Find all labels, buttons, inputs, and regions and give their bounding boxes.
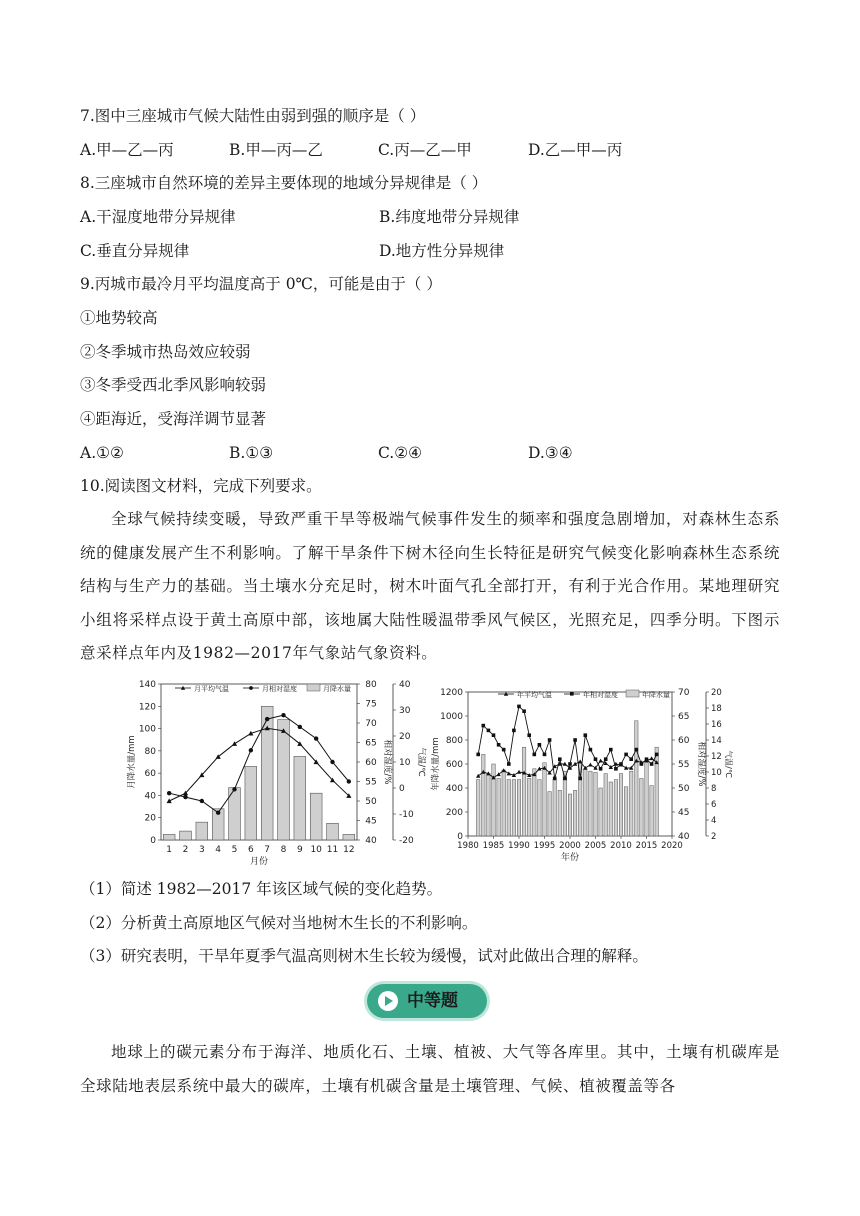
y2-tick-label: 65	[678, 712, 690, 722]
humidity-point	[640, 762, 644, 766]
y3-tick-label: 10	[711, 768, 722, 778]
precipitation-bar	[245, 766, 257, 840]
x-tick-label: 9	[296, 845, 303, 855]
precipitation-bar	[533, 769, 536, 836]
humidity-point	[522, 709, 526, 713]
x-tick-label: 1995	[533, 841, 556, 851]
humidity-point	[265, 717, 269, 721]
y3-axis-label: 气温/℃	[724, 750, 733, 778]
y2-tick-label: 50	[678, 784, 690, 794]
precipitation-bar	[594, 772, 597, 836]
humidity-point	[502, 748, 506, 752]
y3-tick-label: 30	[399, 706, 411, 716]
x-tick-label: 10	[310, 845, 322, 855]
q10-subquestion-1: （1）简述 1982—2017 年该区域气候的变化趋势。	[80, 880, 443, 898]
humidity-point	[629, 757, 633, 761]
temperature-point	[649, 756, 653, 760]
y-tick-label: 0	[457, 832, 463, 842]
temperature-point	[232, 741, 237, 746]
humidity-point	[563, 777, 567, 781]
y2-tick-label: 50	[365, 797, 377, 807]
humidity-point	[167, 791, 171, 795]
y3-tick-label: 0	[399, 784, 405, 794]
humidity-point	[619, 762, 623, 766]
precipitation-bar	[599, 788, 602, 836]
y3-tick-label: 40	[399, 680, 411, 690]
humidity-point	[614, 767, 618, 771]
y2-tick-label: 55	[678, 760, 690, 770]
legend-label: 年相对湿度	[583, 691, 618, 699]
precipitation-bar	[507, 780, 510, 836]
y-axis-label: 月降水量/mm	[127, 735, 137, 789]
q10-material-paragraph: 全球气候持续变暖，导致严重干旱等极端气候事件发生的频率和强度急剧增加，对森林生态系统的健康发展产生不利影响。了解干旱条件下树木径向生长特征是研究气候变化影响森林生态系统结构与生产力的基础。当土壤水分充足时，树木叶面气孔全部打开，有利于光合作用。某地理研究小组将采样点设于黄土高原中部，该地属大陆性暖温带季风气候区，光照充足，四季分明。下图示意采样点年内及1982—2017年气象站气象资料。	[80, 510, 780, 662]
q9-item-4: ④距海近，受海洋调节显著	[80, 410, 267, 428]
y-tick-label: 60	[144, 769, 156, 780]
y3-tick-label: 12	[711, 752, 722, 762]
y2-tick-label: 70	[678, 688, 690, 698]
section-badge-pill	[367, 984, 487, 1018]
humidity-point	[635, 748, 639, 752]
precipitation-bar	[310, 793, 322, 840]
y-tick-label: 400	[445, 784, 463, 794]
q8-stem: 8.三座城市自然环境的差异主要体现的地域分异规律是（ ）	[80, 174, 488, 192]
y-tick-label: 1000	[440, 712, 463, 722]
precipitation-bar	[604, 774, 607, 836]
x-tick-label: 3	[198, 845, 205, 855]
y3-tick-label: -20	[399, 836, 414, 846]
y2-tick-label: 40	[365, 836, 377, 846]
precipitation-bar	[619, 774, 622, 836]
q9-option-c: C.②④	[378, 444, 423, 462]
humidity-point	[543, 753, 547, 757]
x-tick-label: 12	[343, 845, 355, 855]
humidity-point	[578, 777, 582, 781]
humidity-point	[314, 736, 318, 740]
legend-label: 年平均气温	[517, 691, 552, 699]
y-tick-label: 800	[445, 736, 463, 746]
humidity-point	[347, 779, 351, 783]
section-badge-label: 中等题	[407, 991, 458, 1011]
temperature-point	[588, 763, 592, 767]
precipitation-bar	[635, 721, 638, 836]
q8-option-d: D.地方性分异规律	[379, 242, 505, 260]
humidity-point	[599, 767, 603, 771]
humidity-point	[594, 757, 598, 761]
q8-option-b: B.纬度地带分异规律	[379, 208, 520, 226]
x-axis-label: 月份	[249, 857, 269, 867]
precipitation-bar	[196, 822, 208, 840]
legend-label: 月相对湿度	[262, 685, 297, 693]
x-tick-label: 2010	[610, 841, 632, 851]
annual-climate-chart	[430, 682, 733, 872]
y-tick-label: 140	[138, 680, 156, 690]
temperature-point	[507, 771, 511, 775]
humidity-point	[604, 757, 608, 761]
precipitation-bar	[650, 786, 653, 836]
precipitation-bar	[548, 792, 551, 836]
precipitation-bar	[327, 823, 339, 840]
section-badge	[361, 978, 493, 1024]
humidity-point	[497, 743, 501, 747]
q7-option-c: C.丙—乙—甲	[378, 141, 472, 159]
x-axis-label: 年份	[560, 853, 580, 863]
humidity-point	[624, 753, 628, 757]
precipitation-bar	[614, 780, 617, 836]
x-tick-label: 1985	[482, 841, 505, 851]
y3-tick-label: 6	[711, 800, 717, 810]
precipitation-bar	[624, 787, 627, 836]
legend-bar-swatch	[626, 690, 639, 697]
y3-tick-label: 14	[711, 736, 722, 746]
x-tick-label: 2005	[584, 841, 607, 851]
precipitation-bar	[497, 778, 500, 836]
precipitation-bar	[487, 774, 490, 836]
precipitation-bar	[517, 780, 520, 836]
y2-tick-label: 45	[365, 816, 377, 827]
x-tick-label: 11	[326, 845, 339, 855]
x-tick-label: 4	[215, 845, 222, 855]
precipitation-bar	[180, 831, 192, 840]
humidity-point	[584, 733, 588, 737]
y3-tick-label: 2	[711, 832, 717, 842]
precipitation-bar	[629, 771, 632, 836]
temperature-point	[167, 798, 172, 803]
y-tick-label: 20	[144, 813, 156, 824]
precipitation-bar	[294, 756, 306, 840]
q10-stem: 10.阅读图文材料，完成下列要求。	[80, 477, 322, 495]
precipitation-bar	[609, 782, 612, 836]
humidity-point	[281, 713, 285, 717]
humidity-point	[512, 729, 516, 733]
y3-tick-label: 20	[711, 688, 722, 698]
x-tick-label: 7	[264, 845, 271, 855]
humidity-point	[573, 738, 577, 742]
precipitation-bar	[512, 780, 515, 836]
humidity-point	[568, 762, 572, 766]
humidity-point	[507, 762, 511, 766]
precipitation-bar	[476, 780, 479, 836]
monthly-climate-chart	[120, 676, 426, 872]
y-tick-label: 200	[445, 808, 463, 818]
precipitation-bar	[563, 771, 566, 836]
precipitation-bar	[584, 769, 587, 836]
y2-tick-label: 40	[678, 832, 690, 842]
humidity-point	[548, 738, 552, 742]
y2-tick-label: 80	[365, 680, 377, 690]
humidity-point	[249, 748, 253, 752]
humidity-point	[200, 799, 204, 803]
x-tick-label: 2015	[635, 841, 658, 851]
q9-option-a: A.①②	[80, 444, 124, 462]
precipitation-bar	[492, 764, 495, 836]
precipitation-bar	[538, 780, 541, 836]
y-tick-label: 80	[144, 746, 156, 757]
y-tick-label: 40	[144, 791, 156, 802]
q7-option-a: A.甲—乙—丙	[80, 141, 174, 159]
y3-tick-label: 20	[399, 732, 411, 742]
precipitation-bar	[553, 780, 556, 836]
legend-bar-swatch	[307, 684, 320, 691]
x-tick-label: 6	[247, 845, 254, 855]
legend-humidity-marker	[570, 692, 574, 696]
q9-option-d: D.③④	[528, 444, 573, 462]
y-tick-label: 120	[138, 702, 156, 713]
precipitation-bar	[589, 771, 592, 836]
y-tick-label: 600	[445, 760, 463, 770]
y3-tick-label: 10	[399, 758, 411, 768]
humidity-point	[655, 753, 659, 757]
precipitation-bar	[543, 763, 546, 836]
humidity-point	[533, 753, 537, 757]
x-tick-label: 2	[182, 845, 189, 855]
legend-humidity-marker	[249, 686, 253, 690]
humidity-point	[482, 724, 486, 728]
q9-stem: 9.丙城市最冷月平均温度高于 0℃，可能是由于（ ）	[80, 275, 442, 293]
humidity-point	[487, 729, 491, 733]
precipitation-bar	[558, 790, 561, 836]
humidity-point	[650, 762, 654, 766]
humidity-point	[589, 748, 593, 752]
y2-tick-label: 60	[365, 758, 377, 768]
y2-tick-label: 70	[365, 719, 377, 729]
humidity-point	[538, 743, 542, 747]
y-axis-label: 年降水量/mm	[431, 737, 441, 791]
x-tick-label: 1980	[457, 841, 479, 851]
precipitation-bar	[640, 778, 643, 836]
temperature-point	[573, 762, 577, 766]
humidity-point	[527, 733, 531, 737]
humidity-point	[183, 795, 187, 799]
temperature-line	[169, 728, 349, 801]
y3-tick-label: -10	[399, 810, 414, 820]
x-tick-label: 2020	[661, 841, 683, 851]
x-tick-label: 2000	[559, 841, 581, 851]
precipitation-bar	[278, 720, 290, 840]
q9-item-2: ②冬季城市热岛效应较弱	[80, 343, 251, 361]
q10-subquestion-3: （3）研究表明，干旱年夏季气温高则树木生长较为缓慢，试对此做出合理的解释。	[80, 947, 648, 965]
precipitation-bar	[645, 760, 648, 836]
precipitation-bar	[573, 790, 576, 836]
humidity-point	[232, 787, 236, 791]
x-tick-label: 1990	[508, 841, 530, 851]
y3-tick-label: 4	[711, 816, 717, 826]
q7-option-b: B.甲—丙—乙	[229, 141, 323, 159]
y-tick-label: 0	[150, 836, 156, 846]
y3-tick-label: 16	[711, 720, 722, 730]
y-tick-label: 1200	[440, 688, 463, 698]
q8-option-a: A.干湿度地带分异规律	[80, 208, 236, 226]
q9-item-3: ③冬季受西北季风影响较弱	[80, 376, 267, 394]
x-tick-label: 1	[166, 845, 173, 855]
humidity-point	[216, 811, 220, 815]
humidity-point	[609, 748, 613, 752]
precipitation-bar	[527, 778, 530, 836]
y2-tick-label: 65	[365, 738, 377, 749]
precipitation-bar	[343, 834, 355, 840]
precipitation-bar	[568, 794, 571, 836]
y2-tick-label: 45	[678, 808, 690, 818]
x-tick-label: 8	[280, 845, 287, 855]
q10-subquestion-2: （2）分析黄土高原地区气候对当地树木生长的不利影响。	[80, 914, 478, 932]
plot-frame	[161, 684, 357, 840]
x-tick-label: 5	[231, 845, 238, 855]
q8-option-c: C.垂直分异规律	[80, 242, 190, 260]
precipitation-bar	[502, 770, 505, 836]
humidity-point	[645, 757, 649, 761]
q9-option-b: B.①③	[229, 444, 274, 462]
closing-paragraph: 地球上的碳元素分布于海洋、地质化石、土壤、植被、大气等各库里。其中，土壤有机碳库是全球陆地表层系统中最大的碳库，土壤有机碳含量是土壤管理、气候、植被覆盖等各	[80, 1043, 780, 1095]
humidity-point	[330, 760, 334, 764]
q9-item-1: ①地势较高	[80, 309, 158, 327]
y2-tick-label: 75	[365, 699, 377, 710]
humidity-point	[476, 753, 480, 757]
precipitation-bar	[522, 747, 525, 836]
humidity-point	[492, 733, 496, 737]
y3-axis-label: 气温/℃	[416, 747, 426, 777]
humidity-point	[517, 705, 521, 709]
y3-tick-label: 8	[711, 784, 717, 794]
y2-tick-label: 55	[365, 777, 377, 788]
q7-stem: 7.图中三座城市气候大陆性由弱到强的顺序是（ ）	[80, 107, 426, 125]
y2-axis-label: 相对湿度/%	[382, 739, 392, 785]
play-triangle-icon	[385, 996, 393, 1006]
y2-tick-label: 60	[678, 736, 690, 746]
humidity-point	[553, 777, 557, 781]
temperature-point	[598, 759, 602, 763]
y3-tick-label: 18	[711, 704, 722, 714]
legend-label: 月平均气温	[194, 685, 229, 693]
q7-option-d: D.乙—甲—丙	[528, 141, 623, 159]
legend-label: 月降水量	[323, 685, 351, 693]
temperature-point	[517, 770, 521, 774]
humidity-point	[558, 757, 562, 761]
y2-axis-label: 相对湿度/%	[696, 741, 706, 787]
humidity-point	[298, 725, 302, 729]
precipitation-bar	[163, 834, 175, 840]
y-tick-label: 100	[138, 724, 156, 735]
precipitation-bar	[578, 763, 581, 836]
precipitation-bar	[482, 754, 485, 836]
legend-label: 年降水量	[642, 691, 670, 699]
